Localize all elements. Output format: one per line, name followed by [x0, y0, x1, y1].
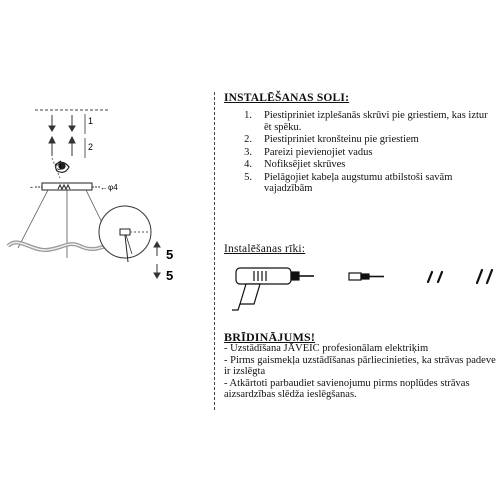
detail-label-a: 5: [166, 247, 174, 262]
list-item: - Atkārtoti parbaudiet savienojumu pirms noplūdes strāvas aizsardzības slēdža ieslēgšanas.: [224, 377, 470, 401]
anchor-screws-icon: [477, 270, 492, 283]
list-item: 1. Piestipriniet izplešanās skrūvi pie griestiem, kas iztur ēt spēku.: [244, 110, 488, 133]
list-item: 5. Pielāgojiet kabeļa augstumu atbilstoši savām vajadzībām: [244, 171, 453, 194]
screwdriver-icon: [349, 273, 384, 280]
steps-list: [224, 110, 496, 196]
list-item: - Pirms gaismekļa uzstādīšanas pārliecinieties, ka strāvas padeve ir izslēgta: [224, 354, 496, 378]
step3-label: 3: [57, 163, 62, 172]
screws-icon: [428, 272, 442, 282]
step1-label: 1: [88, 116, 94, 126]
warning-title: BRĪDINĀJUMS!: [224, 330, 316, 344]
power-drill-icon: [232, 268, 314, 310]
step2-label: 2: [88, 142, 94, 152]
height-adjust-arrows: [154, 242, 160, 278]
tools-row: [224, 262, 499, 312]
list-item: - Uzstādīšana JĀVEIC profesionālam elektriķim: [224, 343, 429, 354]
column-divider: [214, 92, 215, 410]
svg-text:-: -: [30, 182, 33, 192]
step4-label: ←φ4: [100, 183, 118, 192]
installation-diagram: [0, 0, 215, 300]
tools-title: Instalēšanas rīki:: [224, 243, 306, 255]
list-item: 2. Piestipriniet kronšteinu pie griestiem: [244, 134, 419, 145]
list-item: 3. Pareizi pievienojiet vadus: [244, 146, 373, 158]
list-item: 4. Nofiksējiet skrūves: [244, 159, 346, 170]
step1-arrows: [49, 115, 75, 131]
warnings-list: [224, 343, 498, 401]
detail-label-b: 5: [166, 268, 174, 283]
step2-arrows: [49, 137, 75, 156]
steps-title: INSTALĒŠANAS SOLI:: [224, 92, 350, 104]
